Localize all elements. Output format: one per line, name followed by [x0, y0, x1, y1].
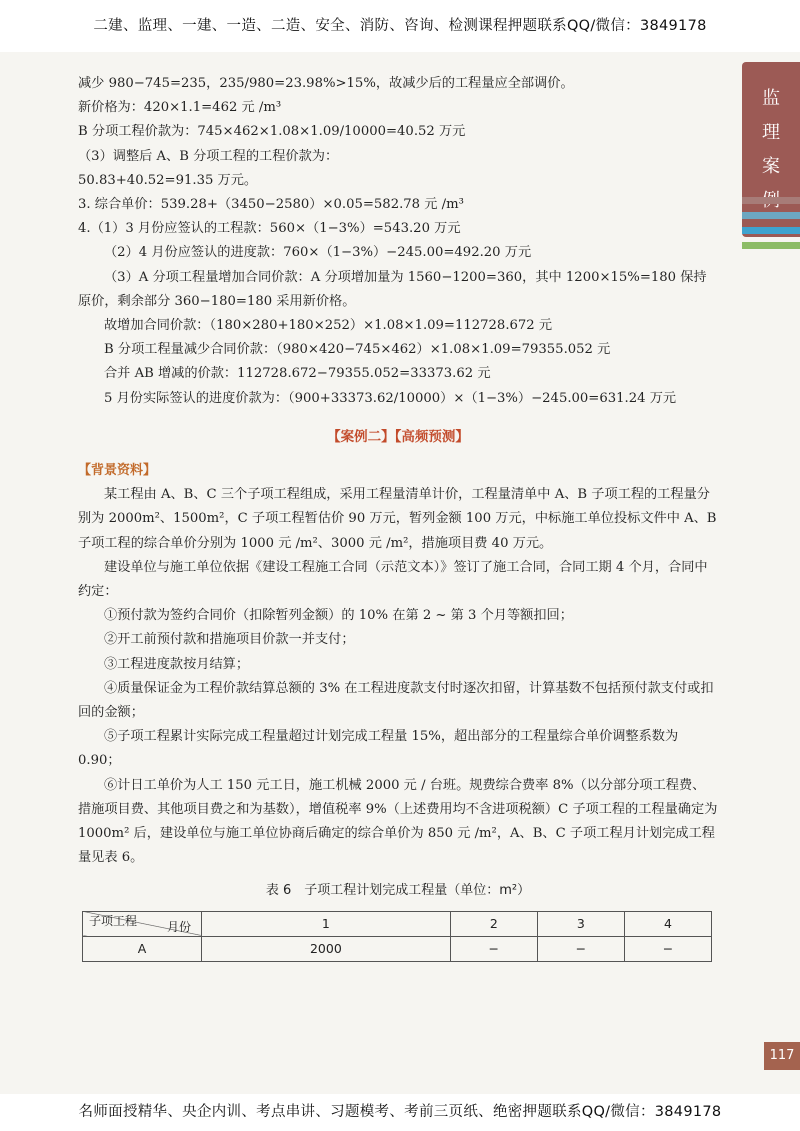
table-cell: − — [537, 936, 624, 961]
agreement-item: ④质量保证金为工程价款结算总额的 3% 在工程进度款支付时逐次扣留，计算基数不包括预付款支付或扣回的金额； — [78, 680, 714, 721]
table-caption: 表 6 子项工程计划完成工程量（单位：m²） — [265, 882, 531, 898]
month-col-header: 1 — [202, 911, 451, 936]
table-cell: 2000 — [202, 936, 451, 961]
agreement-item: ②开工前预付款和措施项目价款一并支付； — [104, 632, 355, 648]
color-stripe — [742, 242, 800, 249]
background-label: 【背景资料】 — [78, 463, 157, 479]
table-header-row — [83, 911, 712, 936]
page-number: 117 — [764, 1042, 800, 1070]
answer-line: （2）4 月份应签认的进度款：760×（1−3%）−245.00=492.20 万元 — [104, 245, 532, 261]
subitem-header: 子项工程 — [89, 913, 138, 928]
month-col-header: 3 — [537, 911, 624, 936]
answer-line: （3）A 分项工程量增加合同价款：A 分项增加量为 1560−1200=360，其中 1200×15%=180 保持原价，剩余部分 360−180=180 采用新价格。 — [78, 269, 707, 309]
answer-line: B 分项工程价款为：745×462×1.08×1.09/10000=40.52 万元 — [78, 124, 466, 140]
bottom-contact-banner: 名师面授精华、央企内训、考点串讲、习题模考、考前三页纸、绝密押题联系QQ/微信：3849178 — [0, 1094, 800, 1131]
month-col-header: 4 — [624, 911, 711, 936]
color-stripe — [742, 227, 800, 234]
answer-line: 合并 AB 增减的价款：112728.672−79355.052=33373.62 元 — [104, 366, 491, 382]
agreement-item: ①预付款为签约合同价（扣除暂列金额）的 10% 在第 2 ~ 第 3 个月等额扣回； — [104, 608, 573, 624]
page-content — [78, 72, 718, 962]
color-stripe — [742, 212, 800, 219]
month-col-header: 2 — [450, 911, 537, 936]
top-contact-banner: 二建、监理、一建、一造、二造、安全、消防、咨询、检测课程押题联系QQ/微信：3849178 — [0, 0, 800, 52]
color-stripe — [742, 197, 800, 204]
answer-line: 5 月份实际签认的进度价款为：（900+33373.62/10000）×（1−3%）−245.00=631.24 万元 — [104, 390, 677, 406]
month-header: 月份 — [166, 919, 191, 934]
table-row — [83, 936, 712, 961]
answer-line: 故增加合同价款：（180×280+180×252）×1.08×1.09=112728.672 元 — [104, 318, 553, 334]
agreement-item: ⑤子项工程累计实际完成工程量超过计划完成工程量 15%，超出部分的工程量综合单价调整系数为 0.90； — [78, 729, 679, 769]
row-label: A — [83, 936, 202, 961]
chapter-side-tab — [742, 62, 800, 237]
diagonal-header-cell — [83, 911, 202, 936]
background-paragraph: 某工程由 A、B、C 三个子项工程组成，采用工程量清单计价，工程量清单中 A、B 子项工程的工程量分别为 2000m²、1500m²，C 子项工程暂估价 90 万元，暂列金额 100 万元，中标施工单位投标文件中 A、B 子项工程的综合单价分别为 1000 元 /m²、3000 元 /m²，措施项目费 40 万元。 — [78, 487, 717, 551]
side-tab-char: 理 — [762, 121, 780, 143]
answer-line: 50.83+40.52=91.35 万元。 — [78, 172, 258, 188]
answer-line: 4.（1）3 月份应签认的工程款：560×（1−3%）=543.20 万元 — [78, 221, 461, 237]
side-tab-char: 案 — [762, 155, 780, 177]
table-cell: − — [450, 936, 537, 961]
agreement-item: ③工程进度款按月结算； — [104, 656, 250, 672]
table-cell: − — [624, 936, 711, 961]
book-page — [0, 52, 800, 1094]
answer-line: 3. 综合单价：539.28+（3450−2580）×0.05=582.78 元 /m³ — [78, 197, 464, 213]
answer-line: 减少 980−745=235，235/980=23.98%>15%，故减少后的工程量应全部调价。 — [78, 76, 574, 91]
schedule-table — [82, 911, 712, 962]
answer-line: B 分项工程量减少合同价款：（980×420−745×462）×1.08×1.09=79355.052 元 — [104, 342, 611, 358]
side-tab-char: 监 — [762, 87, 780, 109]
agreement-item: ⑥计日工单价为人工 150 元工日，施工机械 2000 元 / 台班。规费综合费率 8%（以分部分项工程费、措施项目费、其他项目费之和为基数），增值税率 9%（上述费用均不含进项税额）C 子项工程的工程量确定为 1000m² 后，建设单位与施工单位协商后确定的综合单价为 850 元 /m²，A、B、C 子项工程月计划完成工程量见表 6。 — [78, 777, 718, 866]
answer-line: （3）调整后 A、B 分项工程的工程价款为： — [78, 148, 339, 164]
answer-line: 新价格为：420×1.1=462 元 /m³ — [78, 100, 282, 116]
case-title: 【案例二】【高频预测】 — [327, 428, 469, 445]
background-paragraph: 建设单位与施工单位依据《建设工程施工合同（示范文本）》签订了施工合同，合同工期 4 个月，合同中约定： — [78, 559, 708, 600]
